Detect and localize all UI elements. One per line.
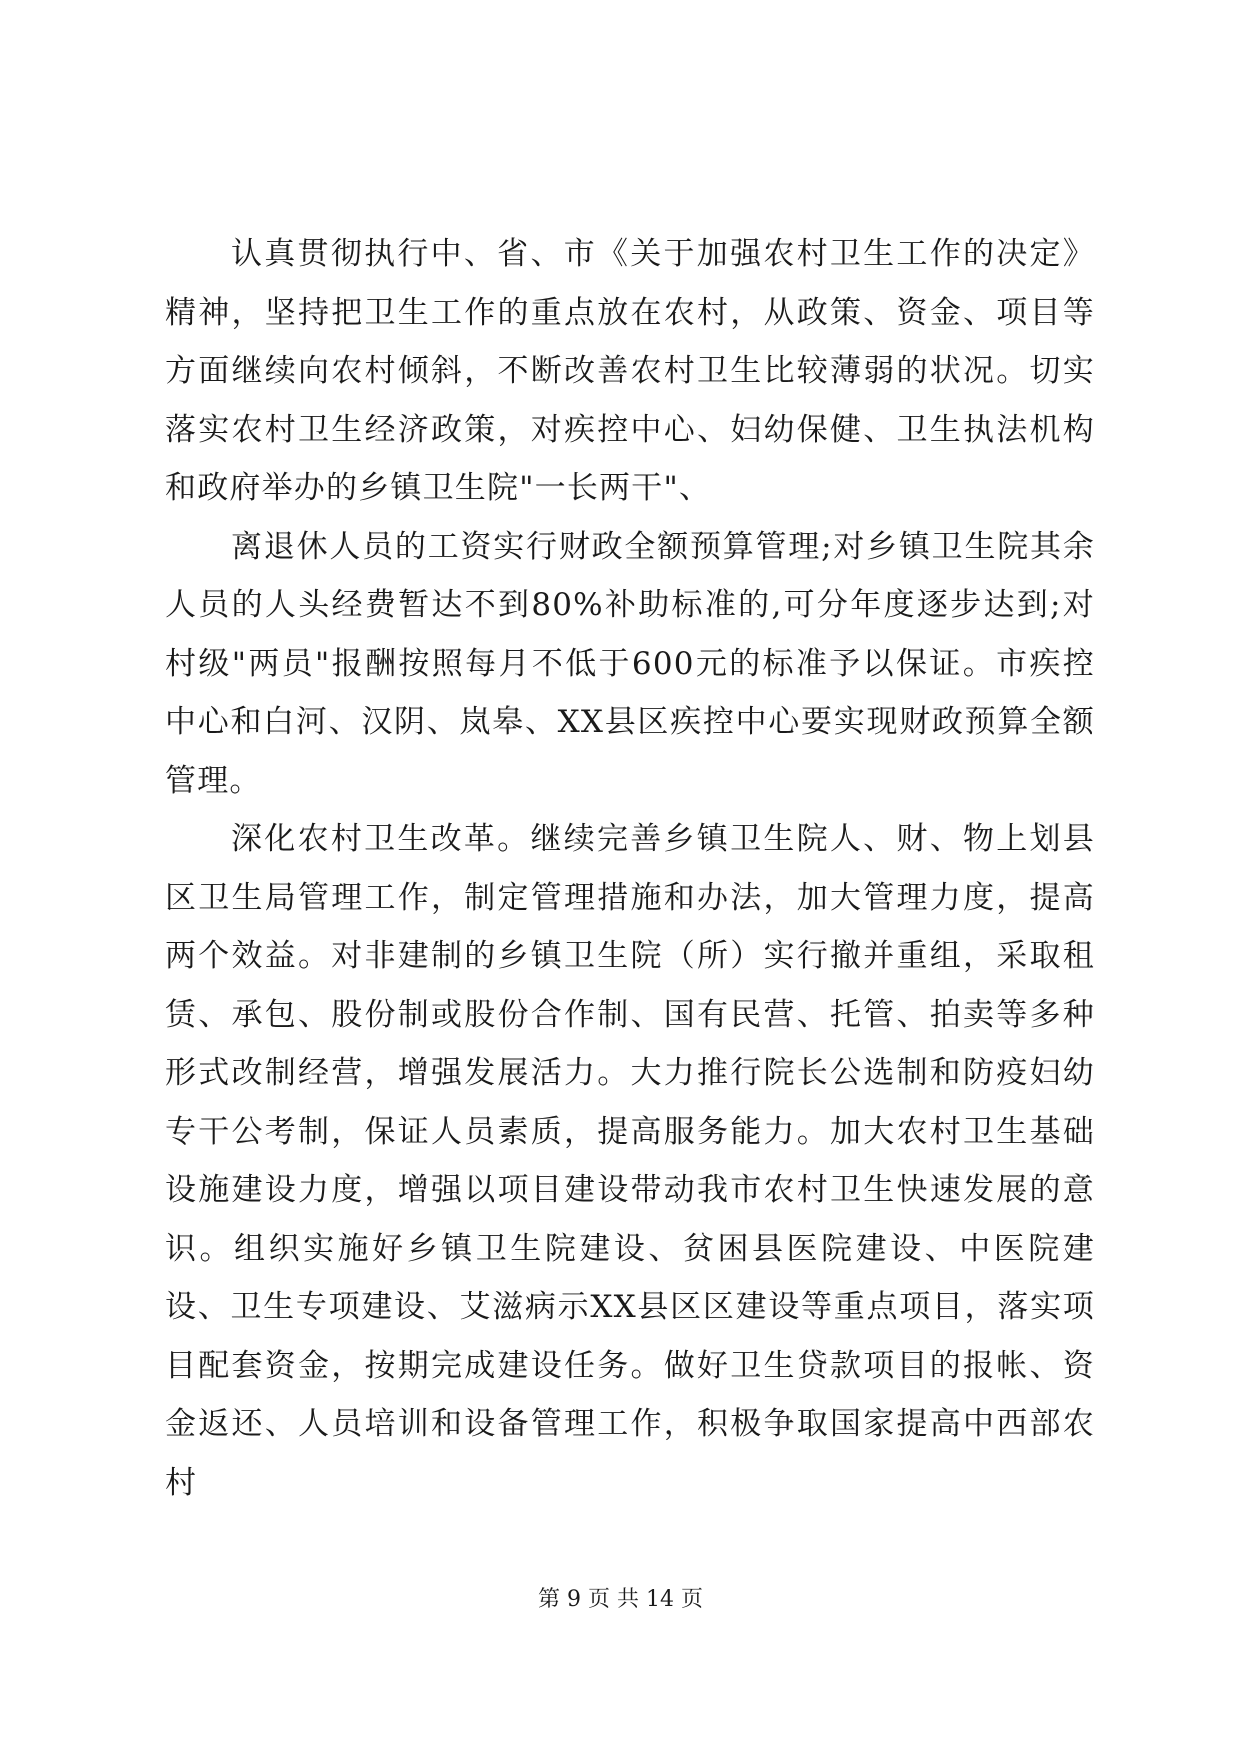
page-number-footer: 第 9 页 共 14 页 — [538, 1587, 703, 1612]
paragraph-2: 离退休人员的工资实行财政全额预算管理;对乡镇卫生院其余人员的人头经费暂达不到80%补助标准的,可分年度逐步达到;对村级"两员"报酬按照每月不低于600元的标准予以保证。市疾控中心和白河、汉阴、岚皋、XX县区疾控中心要实现财政预算全额管理。 — [165, 528, 1095, 799]
paragraph-1: 认真贯彻执行中、省、市《关于加强农村卫生工作的决定》精神，坚持把卫生工作的重点放在农村，从政策、资金、项目等方面继续向农村倾斜，不断改善农村卫生比较薄弱的状况。切实落实农村卫生经济政策，对疾控中心、妇幼保健、卫生执法机构和政府举办的乡镇卫生院"一长两干"、 — [165, 236, 1095, 506]
paragraph-3: 深化农村卫生改革。继续完善乡镇卫生院人、财、物上划县区卫生局管理工作，制定管理措施和办法，加大管理力度，提高两个效益。对非建制的乡镇卫生院（所）实行撤并重组，采取租赁、承包、股份制或股份合作制、国有民营、托管、拍卖等多种形式改制经营，增强发展活力。大力推行院长公选制和防疫妇幼专干公考制，保证人员素质，提高服务能力。加大农村卫生基础设施建设力度，增强以项目建设带动我市农村卫生快速发展的意识。组织实施好乡镇卫生院建设、贫困县医院建设、中医院建设、卫生专项建设、艾滋病示XX县区区建设等重点项目，落实项目配套资金，按期完成建设任务。做好卫生贷款项目的报帐、资金返还、人员培训和设备管理工作，积极争取国家提高中西部农村 — [165, 821, 1095, 1501]
body-text — [165, 225, 1095, 1512]
